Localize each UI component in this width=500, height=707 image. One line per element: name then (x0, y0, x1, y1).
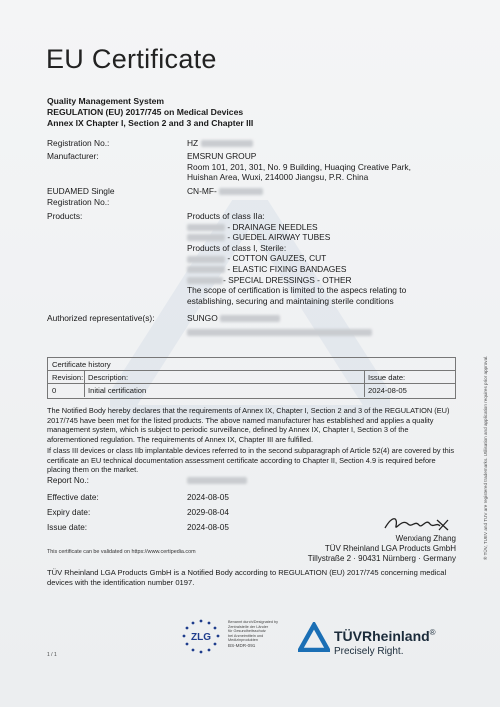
authorized-label: Authorized representative(s): (47, 313, 155, 323)
eudamed-value: CN-MF- (187, 186, 487, 197)
signature-icon (382, 512, 454, 534)
authorized-value: SUNGO (187, 313, 487, 337)
signatory-org: TÜV Rheinland LGA Products GmbH (324, 544, 456, 553)
registration-value: HZ (187, 138, 487, 149)
redacted-block (187, 329, 372, 336)
products-list: Products of class IIa: - DRAINAGE NEEDLES - GUEDEL AIRWAY TUBES Products of class I, Sterile: - COTTON GAUZES, CUT - ELASTIC FIXING BANDAGES - SPECIAL DRESSINGS - OTHER The scope of certification is limited to the aspecs relating to establishing, securing and maintaining sterile conditions (187, 211, 407, 306)
page-number: 1 / 1 (47, 652, 57, 658)
tuv-tagline: Precisely Right. (334, 646, 404, 657)
effective-value: 2024-08-05 (187, 493, 229, 502)
history-cell-revision: 0 (52, 386, 57, 395)
redacted-block (219, 188, 263, 195)
signatory-address: Tillystraße 2 · 90431 Nürnberg · Germany (307, 554, 456, 563)
redacted-block (220, 315, 280, 322)
history-cell-issue-date: 2024-08-05 (368, 386, 407, 395)
tuv-brand: TÜVRheinland® (334, 628, 436, 644)
tuv-triangle-icon (298, 622, 330, 652)
report-value (187, 476, 247, 485)
history-title: Certificate history (52, 360, 111, 369)
zlg-logo-icon (176, 617, 226, 657)
trademark-note: ® TÜV, TUEV and TUV are registered trademarks. Utilisation and application requires prior approval. (483, 355, 488, 560)
manufacturer-label: Manufacturer: (47, 151, 99, 161)
issue-value: 2024-08-05 (187, 523, 229, 532)
products-label: Products: (47, 211, 83, 221)
signatory-block (308, 534, 456, 564)
history-cell-description: Initial certification (88, 386, 147, 395)
expiry-label: Expiry date: (47, 508, 91, 517)
history-col-issue-date: Issue date: (368, 373, 406, 382)
expiry-value: 2029-08-04 (187, 508, 229, 517)
class-iii-paragraph: If class III devices or class IIb implantable devices referred to in the second subparagraph of Article 52(4) are covered by this certificate an EU technical documentation assessment certificate according to Chapter II, Section 4.9 is required before placing them on the market. (47, 446, 455, 475)
history-col-description: Description: (88, 373, 129, 382)
redacted-block (201, 140, 253, 147)
zlg-code: BS-MDR-091 (228, 642, 256, 648)
manufacturer-value: EMSRUN GROUP Room 101, 201, 301, No. 9 Building, Huaqing Creative Park, Huishan Area, Wuxi, 214000 Jiangsu, P.R. China (187, 151, 411, 183)
zlg-designation: Benannt durch/Designated by Zentralstelle der Länder für Gesundheitsschutz bei Arzneimitteln und Medizinprodukten BS-MDR-091 (228, 620, 298, 649)
certificate-history-table (47, 357, 456, 399)
registration-label: Registration No.: (47, 138, 110, 148)
eudamed-label: EUDAMED Single Registration No.: (47, 186, 115, 207)
declaration-paragraph: The Notified Body hereby declares that the requirements of Annex IX, Chapter I, Section 2 and 3 of the REGULATION (EU) 2017/745 have been met for the listed products. The above named manufacturer has established and applies a quality management system, which is subject to periodic surveillance, defined by Annex IX, Chapter I, Section 3 of the aforementioned regulation. The requirements of Annex IX, Chapter III are fulfilled. (47, 406, 450, 444)
redacted-block (187, 477, 247, 484)
effective-label: Effective date: (47, 493, 99, 502)
page-title: EU Certificate (46, 44, 217, 74)
signatory-name: Wenxiang Zhang (395, 534, 456, 543)
notified-body-statement: TÜV Rheinland LGA Products GmbH is a Notified Body according to REGULATION (EU) 2017/745 concerning medical devices with the identification number 0197. (47, 568, 447, 587)
validation-note: This certificate can be validated on https://www.certipedia.com (47, 549, 196, 555)
certificate-subtitle: Quality Management System REGULATION (EU) 2017/745 on Medical Devices Annex IX Chapter I, Section 2 and 3 and Chapter III (47, 96, 254, 128)
history-col-revision: Revision: (52, 373, 84, 382)
zlg-logo-text: ZLG (191, 632, 211, 643)
issue-label: Issue date: (47, 523, 88, 532)
report-label: Report No.: (47, 476, 89, 485)
